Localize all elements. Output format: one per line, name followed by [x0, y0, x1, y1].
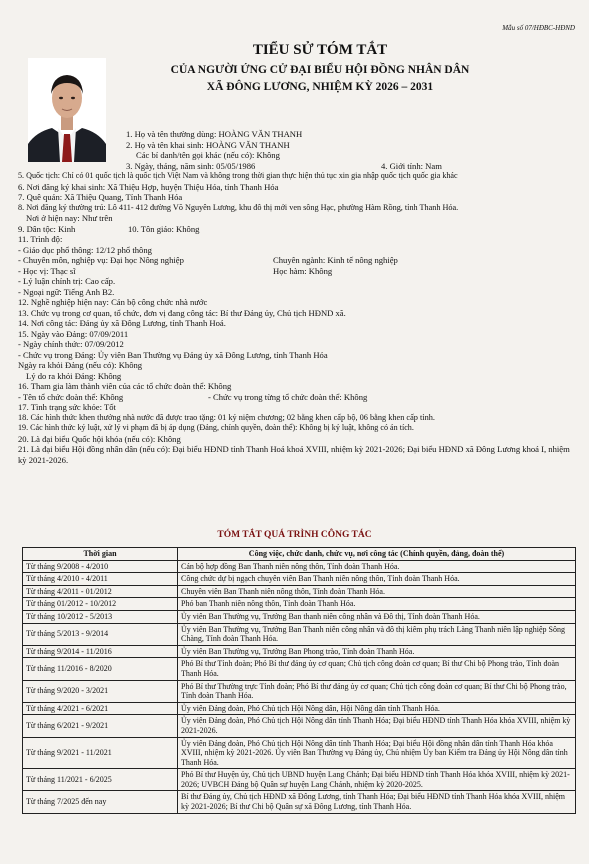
- info-aliases: Các bí danh/tên gọi khác (nếu có): Không: [136, 150, 280, 160]
- row-time: Từ tháng 10/2012 - 5/2013: [23, 610, 178, 623]
- table-row: [23, 715, 576, 737]
- info-occupation: 12. Nghề nghiệp hiện nay: Cán bộ công chức nhà nước: [18, 297, 208, 307]
- row-description: Bí thư Đảng ủy, Chủ tịch HĐND xã Đông Lương, tỉnh Thanh Hóa; Đại biểu HĐND tỉnh Thanh Hóa khóa XVIII, nhiệm kỳ 2021-2026; Bí thư Chi bộ Quân sự xã Đông Lương, tỉnh Thanh Hóa.: [178, 791, 576, 813]
- row-description: Ủy viên Ban Thường vụ, Trưởng Ban Phong trào, Tỉnh đoàn Thanh Hóa.: [178, 645, 576, 658]
- row-time: Từ tháng 4/2021 - 6/2021: [23, 702, 178, 715]
- row-time: Từ tháng 7/2025 đến nay: [23, 791, 178, 813]
- info-permanent-address: 8. Nơi đăng ký thường trú: Lô 411- 412 đường Võ Nguyên Lương, khu đô thị mới ven sông Hạc, phường Hàm Rồng, tỉnh Thanh Hóa.: [18, 202, 459, 212]
- work-history-title: TÓM TẮT QUÁ TRÌNH CÔNG TÁC: [217, 530, 372, 540]
- info-dob: 3. Ngày, tháng, năm sinh: 05/05/1986: [126, 160, 256, 171]
- table-row: [23, 560, 576, 573]
- row-time: Từ tháng 11/2021 - 6/2025: [23, 769, 178, 791]
- row-description: Phó Bí thư Huyện ủy, Chủ tịch UBND huyện Lang Chánh; Đại biểu HĐND tỉnh Thanh Hóa khóa XVIII, nhiệm kỳ 2021-2026; UVBCH Đảng bộ Quân sự huyện Lang Chánh, nhiệm kỳ 2020-2025.: [178, 769, 576, 791]
- table-header-row: [23, 548, 576, 561]
- info-education-heading: 11. Trình độ:: [18, 234, 63, 244]
- info-workplace: 14. Nơi công tác: Đảng ủy xã Đông Lương, tỉnh Thanh Hoá.: [18, 318, 226, 328]
- info-ethnicity: 9. Dân tộc: Kinh: [18, 223, 76, 234]
- info-hometown: 7. Quê quán: Xã Thiệu Quang, Tỉnh Thanh Hóa: [18, 192, 183, 202]
- info-party-position: - Chức vụ trong Đảng: Ủy viên Ban Thường vụ Đảng ủy xã Đông Lương, tỉnh Thanh Hóa: [18, 349, 328, 360]
- info-dob-row: [18, 161, 578, 172]
- row-description: Phó Bí thư Tỉnh đoàn; Phó Bí thư đảng ủy cơ quan; Chủ tịch công đoàn cơ quan; Bí thư Chi bộ Phong trào, Tỉnh đoàn Thanh Hóa.: [178, 658, 576, 680]
- info-party-leave-date: Ngày ra khỏi Đảng (nếu có): Không: [18, 360, 143, 370]
- table-row: [23, 610, 576, 623]
- info-common-name: 1. Họ và tên thường dùng: HOÀNG VĂN THANH: [126, 129, 303, 139]
- row-description: Cán bộ hợp đồng Ban Thanh niên nông thôn, Tỉnh đoàn Thanh Hóa.: [178, 560, 576, 573]
- info-general-education: - Giáo dục phổ thông: 12/12 phổ thông: [18, 244, 152, 255]
- info-academic-title: Học hàm: Không: [273, 265, 333, 276]
- info-religion: 10. Tôn giáo: Không: [128, 223, 200, 234]
- info-current-address: Nơi ở hiện nay: Như trên: [26, 213, 113, 223]
- info-specialty: - Chuyên môn, nghiệp vụ: Đại học Nông nghiệp: [18, 255, 184, 265]
- table-row: [23, 769, 576, 791]
- row-description: Ủy viên Ban Thường vụ, Trưởng Ban Thanh niên công nhân và đô thị kiêm phụ trách Làng Thanh niên lập nghiệp Sông Chàng, Tỉnh đoàn Thanh Hóa.: [178, 623, 576, 645]
- table-row: [23, 658, 576, 680]
- info-political-theory: - Lý luận chính trị: Cao cấp.: [18, 276, 116, 286]
- info-party-official-date: - Ngày chính thức: 07/09/2012: [18, 339, 124, 349]
- personal-info: [18, 129, 578, 465]
- row-description: Ủy viên Đảng đoàn, Phó Chủ tịch Hội Nông dân, Hội Nông dân tỉnh Thanh Hóa.: [178, 702, 576, 715]
- info-birth-registration: 6. Nơi đăng ký khai sinh: Xã Thiệu Hợp, huyện Thiệu Hóa, tỉnh Thanh Hóa: [18, 181, 279, 192]
- column-header-position: Công việc, chức danh, chức vụ, nơi công tác (Chính quyền, đảng, đoàn thể): [178, 548, 576, 561]
- row-description: Công chức dự bị ngạch chuyên viên Ban Thanh niên nông thôn, Tỉnh đoàn Thanh Hóa.: [178, 573, 576, 586]
- row-description: Phó Bí thư Thường trực Tỉnh đoàn; Phó Bí thư đảng ủy cơ quan; Chủ tịch công đoàn cơ quan; Bí thư Chi bộ Phong trào, Tỉnh đoàn Thanh Hóa.: [178, 680, 576, 702]
- info-position: 13. Chức vụ trong cơ quan, tổ chức, đơn vị đang công tác: Bí thư Đảng ủy, Chủ tịch HĐND xã.: [18, 307, 346, 318]
- form-number: Mẫu số 07/HĐBC-HĐND: [502, 24, 575, 32]
- info-awards: 18. Các hình thức khen thưởng nhà nước đã được trao tặng: 01 kỷ niệm chương; 02 bằng khen cấp bộ, 06 bằng khen cấp tỉnh.: [18, 412, 435, 422]
- row-time: Từ tháng 9/2014 - 11/2016: [23, 645, 178, 658]
- table-row: [23, 737, 576, 769]
- table-row: [23, 573, 576, 586]
- row-time: Từ tháng 5/2013 - 9/2014: [23, 623, 178, 645]
- document-title: TIỂU SỬ TÓM TẮT: [252, 42, 388, 58]
- info-party-leave-reason: Lý do ra khỏi Đảng: Không: [26, 370, 122, 381]
- row-time: Từ tháng 4/2010 - 4/2011: [23, 573, 178, 586]
- row-description: Ủy viên Đảng đoàn, Phó Chủ tịch Hội Nông dân tỉnh Thanh Hóa; Đại biểu HĐND tỉnh Thanh Hóa khóa XVIII, nhiệm kỳ 2021-2026.: [178, 715, 576, 737]
- table-row: [23, 645, 576, 658]
- table-row: [23, 623, 576, 645]
- column-header-time: Thời gian: [23, 548, 178, 561]
- info-birth-name: 2. Họ và tên khai sinh: HOÀNG VĂN THANH: [126, 139, 290, 150]
- row-description: Ủy viên Ban Thường vụ, Trưởng Ban thanh niên công nhân và Đô thị, Tỉnh đoàn Thanh Hóa.: [178, 610, 576, 623]
- row-time: Từ tháng 4/2011 - 01/2012: [23, 585, 178, 598]
- row-description: Chuyên viên Ban Thanh niên nông thôn, Tỉnh đoàn Thanh Hóa.: [178, 585, 576, 598]
- row-description: Phó ban Thanh niên nông thôn, Tỉnh đoàn Thanh Hóa.: [178, 598, 576, 611]
- work-history-table: [22, 547, 576, 814]
- info-degree-row: [18, 266, 578, 277]
- table-row: [23, 702, 576, 715]
- row-time: Từ tháng 9/2021 - 11/2021: [23, 737, 178, 769]
- row-description: Ủy viên Đảng đoàn, Phó Chủ tịch Hội Nông dân tỉnh Thanh Hóa; Đại biểu Hội đồng nhân dân tỉnh Thanh Hóa khóa XVIII, nhiệm kỳ 2021-2026. Ủy viên Ban Thường vụ Đảng ủy, Chủ nhiệm Ủy ban Kiểm tra Đảng ủy Hội Nông dân tỉnh Thanh Hóa.: [178, 737, 576, 769]
- row-time: Từ tháng 9/2020 - 3/2021: [23, 680, 178, 702]
- info-organization-row: [18, 392, 578, 403]
- info-national-assembly: 20. Là đại biểu Quốc hội khóa (nếu có): Không: [18, 433, 181, 444]
- table-row: [23, 680, 576, 702]
- document-subtitle-2: XÃ ĐÔNG LƯƠNG, NHIỆM KỲ 2026 – 2031: [206, 81, 434, 93]
- info-nationality: 5. Quốc tịch: Chỉ có 01 quốc tịch là quốc tịch Việt Nam và không trong thời gian thực hiện thủ tục xin gia nhập quốc tịch quốc gia khác: [18, 171, 458, 180]
- info-foreign-language: - Ngoại ngữ: Tiếng Anh B2.: [18, 286, 115, 297]
- row-time: Từ tháng 9/2008 - 4/2010: [23, 560, 178, 573]
- info-discipline: 19. Các hình thức kỷ luật, xử lý vi phạm đã bị áp dụng (Đảng, chính quyền, đoàn thể): Không bị kỷ luật, không có án tích.: [18, 423, 414, 432]
- table-row: [23, 585, 576, 598]
- row-time: Từ tháng 11/2016 - 8/2020: [23, 658, 178, 680]
- row-time: Từ tháng 01/2012 - 10/2012: [23, 598, 178, 611]
- info-health: 17. Tình trạng sức khỏe: Tốt: [18, 402, 116, 412]
- info-organization-name: - Tên tổ chức đoàn thể: Không: [18, 391, 124, 402]
- info-party-join-date: 15. Ngày vào Đảng: 07/09/2011: [18, 328, 129, 339]
- info-major: Chuyên ngành: Kinh tế nông nghiệp: [273, 255, 398, 265]
- info-degree: - Học vị: Thạc sĩ: [18, 265, 76, 276]
- table-row: [23, 598, 576, 611]
- info-organization-position: - Chức vụ trong từng tổ chức đoàn thể: Không: [208, 391, 368, 402]
- document-subtitle: CỦA NGƯỜI ỨNG CỬ ĐẠI BIỂU HỘI ĐỒNG NHÂN DÂN: [170, 64, 470, 76]
- info-gender: 4. Giới tính: Nam: [381, 160, 442, 171]
- info-specialty-row: [18, 255, 578, 266]
- table-row: [23, 791, 576, 813]
- row-time: Từ tháng 6/2021 - 9/2021: [23, 715, 178, 737]
- info-organizations: 16. Tham gia làm thành viên của các tổ chức đoàn thể: Không: [18, 381, 232, 391]
- info-ethnicity-row: [18, 224, 578, 235]
- info-peoples-council: 21. Là đại biểu Hội đồng nhân dân (nếu có): Đại biểu HĐND tỉnh Thanh Hoá khoá XVIII, nhiệm kỳ 2021-2026; Đại biểu HĐND xã Đông Lương khoá I, nhiệm kỳ 2021-2026.: [18, 444, 570, 465]
